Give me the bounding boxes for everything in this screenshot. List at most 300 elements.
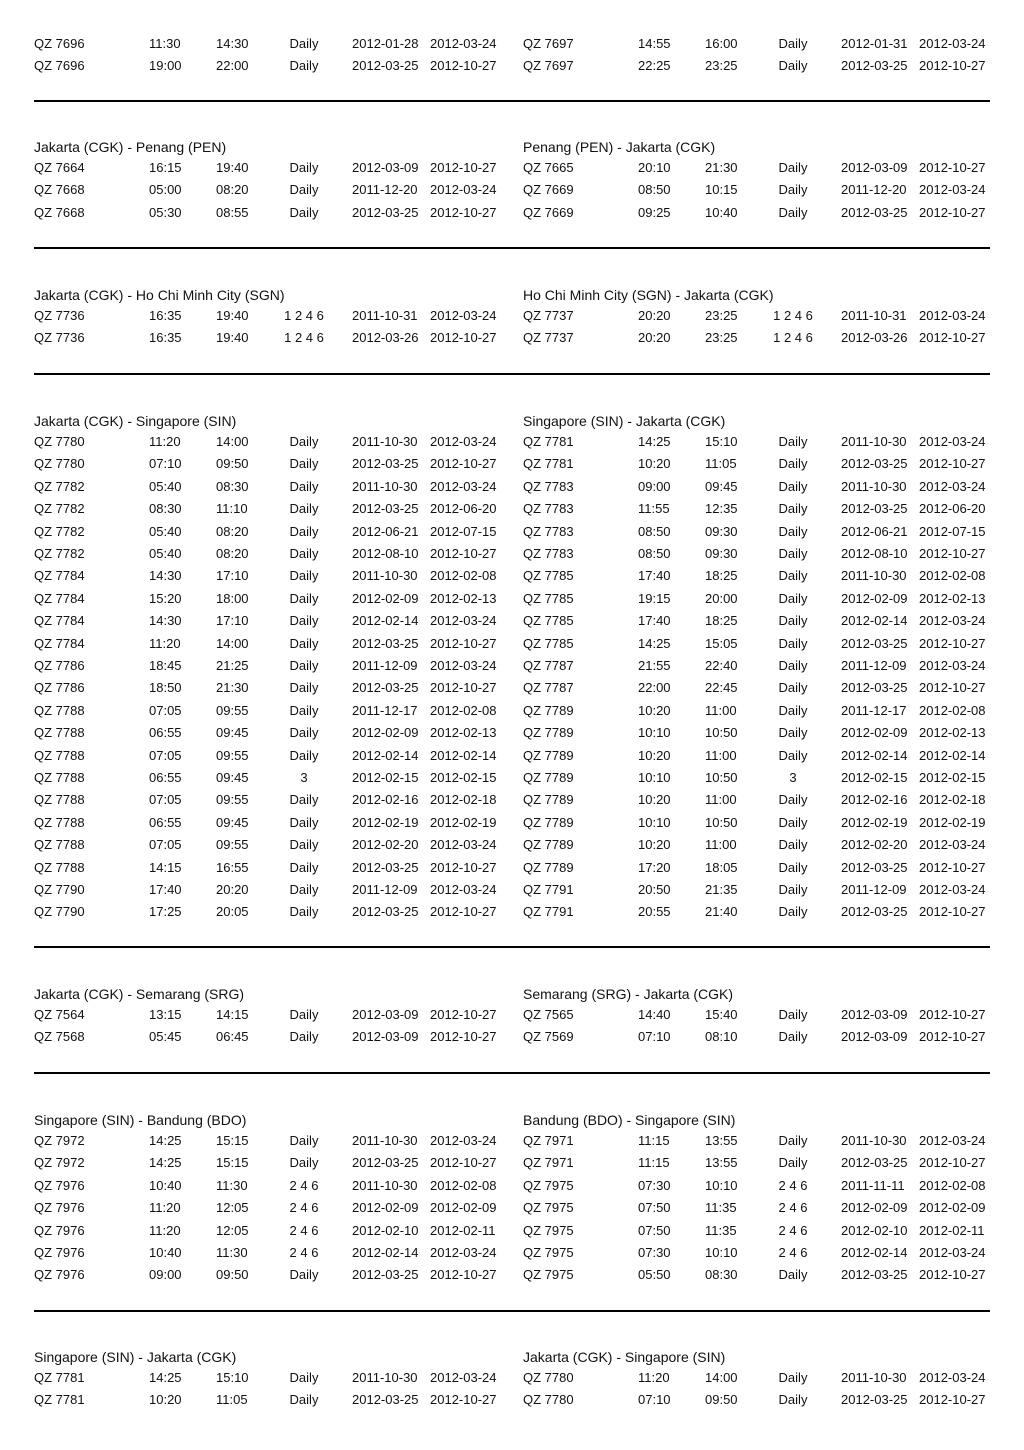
flight-row <box>523 1133 993 1155</box>
valid-from-cell: 2012-03-09 <box>841 1007 908 1022</box>
flight-row <box>523 1200 993 1222</box>
departure-cell: 17:40 <box>638 613 671 629</box>
flight-row <box>523 860 993 882</box>
flight-cell: QZ 7781 <box>34 1370 85 1385</box>
arrival-cell: 12:05 <box>216 1222 249 1238</box>
valid-from-cell: 2012-03-09 <box>352 1029 419 1045</box>
flight-row <box>523 160 993 182</box>
departure-cell: 06:55 <box>149 770 182 785</box>
days-cell: 2 4 6 <box>289 1177 319 1193</box>
flight-row <box>34 456 504 478</box>
arrival-cell: 11:35 <box>705 1200 737 1216</box>
flight-cell: QZ 7783 <box>523 478 574 494</box>
flight-row <box>523 456 993 478</box>
valid-to-cell: 2012-06-20 <box>919 501 986 517</box>
flight-cell: QZ 7784 <box>34 590 85 606</box>
valid-to-cell: 2012-03-24 <box>430 837 497 853</box>
days-cell: 2 4 6 <box>778 1245 808 1260</box>
departure-cell: 11:20 <box>638 1370 670 1385</box>
flight-cell: QZ 7789 <box>523 792 574 808</box>
days-cell: Daily <box>778 501 808 517</box>
valid-to-cell: 2012-03-24 <box>430 308 497 323</box>
departure-cell: 09:25 <box>638 204 671 220</box>
arrival-cell: 12:05 <box>216 1200 249 1216</box>
valid-to-cell: 2012-10-27 <box>430 1392 497 1408</box>
flight-row <box>34 1029 504 1051</box>
departure-cell: 10:40 <box>149 1245 182 1260</box>
flight-cell: QZ 7782 <box>34 546 85 561</box>
arrival-cell: 19:40 <box>216 160 249 175</box>
flight-row <box>523 501 993 523</box>
flight-row <box>523 904 993 926</box>
route-heading: Semarang (SRG) - Jakarta (CGK) <box>523 986 734 1002</box>
section-divider <box>34 100 990 102</box>
valid-from-cell: 2012-02-16 <box>841 792 908 808</box>
arrival-cell: 09:50 <box>216 1267 249 1283</box>
flight-cell: QZ 7790 <box>34 904 85 920</box>
flight-cell: QZ 7782 <box>34 478 85 494</box>
valid-from-cell: 2012-01-31 <box>841 36 908 51</box>
valid-from-cell: 2011-10-30 <box>352 568 418 584</box>
valid-from-cell: 2012-03-25 <box>352 204 419 220</box>
valid-to-cell: 2012-03-24 <box>919 308 986 323</box>
days-cell: Daily <box>289 182 319 198</box>
arrival-cell: 20:00 <box>705 590 738 606</box>
flight-cell: QZ 7785 <box>523 635 574 651</box>
days-cell: Daily <box>289 590 319 606</box>
route-heading: Ho Chi Minh City (SGN) - Jakarta (CGK) <box>523 287 774 303</box>
valid-to-cell: 2012-10-27 <box>430 635 497 651</box>
flight-cell: QZ 7664 <box>34 160 85 175</box>
days-cell: Daily <box>289 747 319 763</box>
departure-cell: 05:00 <box>149 182 182 198</box>
flight-cell: QZ 7783 <box>523 523 574 539</box>
route-heading: Jakarta (CGK) - Penang (PEN) <box>34 139 227 155</box>
flight-cell: QZ 7781 <box>523 434 574 449</box>
arrival-cell: 15:15 <box>216 1133 249 1148</box>
flight-cell: QZ 7788 <box>34 814 85 830</box>
days-cell: Daily <box>778 160 808 175</box>
days-cell: 3 <box>300 770 308 785</box>
flight-cell: QZ 7737 <box>523 330 574 346</box>
flight-cell: QZ 7737 <box>523 308 574 323</box>
valid-from-cell: 2012-03-26 <box>352 330 419 346</box>
arrival-cell: 09:45 <box>216 725 249 741</box>
valid-to-cell: 2012-10-27 <box>919 160 986 175</box>
departure-cell: 20:20 <box>638 308 671 323</box>
flight-row <box>523 770 993 792</box>
valid-to-cell: 2012-10-27 <box>919 58 986 74</box>
flight-cell: QZ 7789 <box>523 747 574 763</box>
valid-from-cell: 2012-02-20 <box>841 837 908 853</box>
days-cell: Daily <box>778 747 808 763</box>
departure-cell: 08:30 <box>149 501 182 517</box>
flight-row <box>523 1370 993 1392</box>
departure-cell: 09:00 <box>149 1267 182 1283</box>
valid-from-cell: 2011-10-30 <box>841 568 907 584</box>
flight-row <box>34 1392 504 1414</box>
valid-from-cell: 2012-03-09 <box>841 1029 908 1045</box>
days-cell: Daily <box>778 814 808 830</box>
departure-cell: 14:55 <box>638 36 671 51</box>
flight-row <box>34 725 504 747</box>
arrival-cell: 08:20 <box>216 546 249 561</box>
flight-row <box>34 1178 504 1200</box>
valid-to-cell: 2012-07-15 <box>919 523 986 539</box>
days-cell: Daily <box>289 613 319 629</box>
valid-to-cell: 2012-03-24 <box>919 882 986 897</box>
flight-cell: QZ 7788 <box>34 859 85 875</box>
flight-cell: QZ 7972 <box>34 1155 85 1171</box>
flight-row <box>34 904 504 926</box>
arrival-cell: 13:55 <box>705 1133 738 1148</box>
valid-to-cell: 2012-10-27 <box>430 546 497 561</box>
days-cell: 1 2 4 6 <box>284 308 324 323</box>
flight-row <box>34 479 504 501</box>
valid-to-cell: 2012-10-27 <box>430 204 497 220</box>
departure-cell: 17:40 <box>638 568 671 584</box>
valid-from-cell: 2012-02-16 <box>352 792 419 808</box>
valid-from-cell: 2012-02-19 <box>352 814 419 830</box>
valid-from-cell: 2012-02-14 <box>352 747 419 763</box>
valid-to-cell: 2012-02-13 <box>430 590 497 606</box>
valid-from-cell: 2012-02-09 <box>841 1200 908 1216</box>
flight-row <box>523 748 993 770</box>
valid-to-cell: 2012-03-24 <box>919 478 986 494</box>
days-cell: 2 4 6 <box>778 1200 808 1216</box>
valid-from-cell: 2012-03-25 <box>841 1392 908 1408</box>
days-cell: Daily <box>778 546 808 561</box>
flight-row <box>34 1267 504 1289</box>
flight-cell: QZ 7789 <box>523 702 574 718</box>
departure-cell: 05:45 <box>149 1029 182 1045</box>
flight-cell: QZ 7975 <box>523 1222 574 1238</box>
days-cell: Daily <box>778 859 808 875</box>
route-heading: Jakarta (CGK) - Singapore (SIN) <box>523 1349 726 1365</box>
departure-cell: 14:25 <box>638 635 671 651</box>
flight-row <box>523 36 993 58</box>
departure-cell: 07:05 <box>149 792 182 808</box>
valid-to-cell: 2012-10-27 <box>919 546 986 561</box>
arrival-cell: 16:00 <box>705 36 738 51</box>
valid-from-cell: 2012-02-09 <box>352 1200 419 1216</box>
valid-to-cell: 2012-07-15 <box>430 523 497 539</box>
departure-cell: 07:30 <box>638 1177 671 1193</box>
departure-cell: 07:05 <box>149 747 182 763</box>
valid-to-cell: 2012-03-24 <box>430 1370 497 1385</box>
valid-from-cell: 2012-03-25 <box>352 501 419 517</box>
arrival-cell: 08:20 <box>216 182 249 198</box>
arrival-cell: 20:05 <box>216 904 249 920</box>
flight-row <box>523 1245 993 1267</box>
days-cell: Daily <box>289 204 319 220</box>
flight-row <box>523 330 993 352</box>
arrival-cell: 11:00 <box>705 747 737 763</box>
arrival-cell: 14:30 <box>216 36 249 51</box>
flight-cell: QZ 7780 <box>34 434 85 449</box>
departure-cell: 10:20 <box>638 837 671 853</box>
arrival-cell: 11:30 <box>216 1245 248 1260</box>
valid-to-cell: 2012-03-24 <box>430 613 497 629</box>
flight-cell: QZ 7565 <box>523 1007 574 1022</box>
arrival-cell: 11:10 <box>216 501 248 517</box>
valid-from-cell: 2012-03-25 <box>841 204 908 220</box>
departure-cell: 10:10 <box>638 814 671 830</box>
departure-cell: 07:50 <box>638 1200 671 1216</box>
valid-to-cell: 2012-10-27 <box>919 1267 986 1283</box>
valid-from-cell: 2012-03-25 <box>352 1267 419 1283</box>
departure-cell: 05:40 <box>149 523 182 539</box>
flight-cell: QZ 7791 <box>523 904 574 920</box>
days-cell: Daily <box>289 568 319 584</box>
valid-to-cell: 2012-03-24 <box>919 837 986 853</box>
days-cell: Daily <box>289 658 319 673</box>
valid-from-cell: 2012-03-25 <box>841 1155 908 1171</box>
days-cell: Daily <box>289 501 319 517</box>
arrival-cell: 11:05 <box>216 1392 248 1408</box>
valid-to-cell: 2012-10-27 <box>919 1007 986 1022</box>
flight-row <box>34 703 504 725</box>
valid-to-cell: 2012-02-19 <box>430 814 497 830</box>
days-cell: 3 <box>789 770 797 785</box>
arrival-cell: 21:30 <box>216 680 249 696</box>
arrival-cell: 23:25 <box>705 330 738 346</box>
arrival-cell: 12:35 <box>705 501 738 517</box>
arrival-cell: 10:50 <box>705 725 738 741</box>
flight-row <box>523 591 993 613</box>
valid-to-cell: 2012-02-08 <box>919 1177 986 1193</box>
flight-cell: QZ 7786 <box>34 680 85 696</box>
flight-cell: QZ 7787 <box>523 658 574 673</box>
valid-from-cell: 2012-03-25 <box>841 1267 908 1283</box>
flight-cell: QZ 7788 <box>34 747 85 763</box>
flight-row <box>34 680 504 702</box>
flight-row <box>523 182 993 204</box>
days-cell: Daily <box>289 702 319 718</box>
flight-cell: QZ 7736 <box>34 330 85 346</box>
arrival-cell: 18:00 <box>216 590 249 606</box>
valid-to-cell: 2012-03-24 <box>919 434 986 449</box>
valid-to-cell: 2012-03-24 <box>430 434 497 449</box>
departure-cell: 14:25 <box>149 1370 182 1385</box>
departure-cell: 21:55 <box>638 658 671 673</box>
flight-row <box>523 837 993 859</box>
valid-to-cell: 2012-02-14 <box>430 747 497 763</box>
flight-cell: QZ 7665 <box>523 160 574 175</box>
valid-to-cell: 2012-02-08 <box>430 702 497 718</box>
departure-cell: 22:25 <box>638 58 671 74</box>
arrival-cell: 10:40 <box>705 204 738 220</box>
arrival-cell: 10:10 <box>705 1177 738 1193</box>
flight-cell: QZ 7780 <box>523 1370 574 1385</box>
valid-from-cell: 2012-03-25 <box>841 859 908 875</box>
route-heading: Penang (PEN) - Jakarta (CGK) <box>523 139 716 155</box>
flight-row <box>34 591 504 613</box>
flight-row <box>34 160 504 182</box>
days-cell: Daily <box>778 1133 808 1148</box>
valid-from-cell: 2011-10-30 <box>352 1370 418 1385</box>
arrival-cell: 21:30 <box>705 160 738 175</box>
departure-cell: 19:15 <box>638 590 671 606</box>
arrival-cell: 15:05 <box>705 635 738 651</box>
arrival-cell: 09:30 <box>705 546 738 561</box>
flight-row <box>523 1392 993 1414</box>
flight-row <box>34 330 504 352</box>
days-cell: Daily <box>289 1267 319 1283</box>
valid-from-cell: 2012-03-25 <box>841 635 908 651</box>
valid-to-cell: 2012-02-09 <box>430 1200 497 1216</box>
flight-cell: QZ 7976 <box>34 1222 85 1238</box>
days-cell: Daily <box>289 792 319 808</box>
flight-cell: QZ 7781 <box>34 1392 85 1408</box>
days-cell: Daily <box>289 837 319 853</box>
flight-cell: QZ 7780 <box>34 456 85 472</box>
valid-to-cell: 2012-02-08 <box>430 568 497 584</box>
flight-row <box>34 815 504 837</box>
valid-from-cell: 2012-02-09 <box>352 590 419 606</box>
flight-cell: QZ 7975 <box>523 1177 574 1193</box>
valid-from-cell: 2012-03-25 <box>841 904 908 920</box>
route-heading: Singapore (SIN) - Jakarta (CGK) <box>523 413 726 429</box>
arrival-cell: 22:40 <box>705 658 738 673</box>
valid-from-cell: 2012-03-09 <box>352 1007 419 1022</box>
days-cell: Daily <box>289 1029 319 1045</box>
arrival-cell: 16:55 <box>216 859 249 875</box>
flight-cell: QZ 7780 <box>523 1392 574 1408</box>
valid-from-cell: 2011-10-30 <box>352 434 418 449</box>
flight-cell: QZ 7784 <box>34 613 85 629</box>
departure-cell: 08:50 <box>638 546 671 561</box>
arrival-cell: 09:45 <box>216 814 249 830</box>
days-cell: Daily <box>289 58 319 74</box>
arrival-cell: 09:55 <box>216 792 249 808</box>
arrival-cell: 13:55 <box>705 1155 738 1171</box>
departure-cell: 11:15 <box>638 1133 670 1148</box>
flight-row <box>34 860 504 882</box>
flight-row <box>523 1178 993 1200</box>
days-cell: Daily <box>778 702 808 718</box>
days-cell: Daily <box>778 590 808 606</box>
days-cell: Daily <box>778 1155 808 1171</box>
flight-row <box>523 1029 993 1051</box>
flight-row <box>34 792 504 814</box>
days-cell: Daily <box>778 882 808 897</box>
arrival-cell: 19:40 <box>216 330 249 346</box>
arrival-cell: 23:25 <box>705 308 738 323</box>
flight-cell: QZ 7789 <box>523 725 574 741</box>
arrival-cell: 18:25 <box>705 568 738 584</box>
departure-cell: 11:20 <box>149 1200 181 1216</box>
flight-cell: QZ 7785 <box>523 613 574 629</box>
arrival-cell: 20:20 <box>216 882 249 897</box>
section-divider <box>34 946 990 948</box>
arrival-cell: 08:30 <box>705 1267 738 1283</box>
valid-to-cell: 2012-10-27 <box>919 859 986 875</box>
days-cell: Daily <box>289 1133 319 1148</box>
arrival-cell: 08:55 <box>216 204 249 220</box>
departure-cell: 14:15 <box>149 859 182 875</box>
flight-row <box>34 182 504 204</box>
flight-cell: QZ 7786 <box>34 658 85 673</box>
departure-cell: 10:20 <box>149 1392 182 1408</box>
days-cell: Daily <box>778 613 808 629</box>
valid-from-cell: 2012-03-25 <box>352 904 419 920</box>
valid-from-cell: 2011-10-30 <box>841 1133 907 1148</box>
valid-from-cell: 2011-11-11 <box>841 1177 905 1193</box>
departure-cell: 13:15 <box>149 1007 182 1022</box>
days-cell: 1 2 4 6 <box>773 330 813 346</box>
flight-cell: QZ 7976 <box>34 1177 85 1193</box>
arrival-cell: 17:10 <box>216 568 249 584</box>
flight-row <box>34 568 504 590</box>
flight-cell: QZ 7785 <box>523 590 574 606</box>
arrival-cell: 11:30 <box>216 1177 248 1193</box>
departure-cell: 05:30 <box>149 204 182 220</box>
flight-cell: QZ 7787 <box>523 680 574 696</box>
departure-cell: 05:40 <box>149 546 182 561</box>
flight-cell: QZ 7696 <box>34 36 85 51</box>
arrival-cell: 11:00 <box>705 792 737 808</box>
days-cell: Daily <box>289 546 319 561</box>
flight-cell: QZ 7568 <box>34 1029 85 1045</box>
flight-cell: QZ 7736 <box>34 308 85 323</box>
valid-from-cell: 2011-12-09 <box>352 882 418 897</box>
flight-cell: QZ 7784 <box>34 568 85 584</box>
valid-to-cell: 2012-06-20 <box>430 501 497 517</box>
valid-to-cell: 2012-02-13 <box>430 725 497 741</box>
flight-row <box>523 205 993 227</box>
flight-cell: QZ 7975 <box>523 1245 574 1260</box>
flight-row <box>523 703 993 725</box>
valid-to-cell: 2012-03-24 <box>919 1370 986 1385</box>
arrival-cell: 09:45 <box>705 478 738 494</box>
arrival-cell: 22:00 <box>216 58 249 74</box>
valid-from-cell: 2012-02-19 <box>841 814 908 830</box>
valid-from-cell: 2011-10-30 <box>841 434 907 449</box>
valid-to-cell: 2012-10-27 <box>919 1029 986 1045</box>
arrival-cell: 11:35 <box>705 1222 737 1238</box>
valid-to-cell: 2012-02-15 <box>919 770 986 785</box>
departure-cell: 17:25 <box>149 904 182 920</box>
valid-to-cell: 2012-10-27 <box>430 330 497 346</box>
flight-row <box>34 613 504 635</box>
flight-row <box>34 1007 504 1029</box>
flight-cell: QZ 7783 <box>523 501 574 517</box>
valid-from-cell: 2012-02-20 <box>352 837 419 853</box>
arrival-cell: 10:50 <box>705 770 738 785</box>
flight-row <box>523 658 993 680</box>
valid-from-cell: 2012-03-25 <box>352 1392 419 1408</box>
valid-from-cell: 2011-12-09 <box>841 882 907 897</box>
days-cell: Daily <box>778 680 808 696</box>
departure-cell: 05:40 <box>149 478 182 494</box>
valid-from-cell: 2012-03-25 <box>841 680 908 696</box>
arrival-cell: 19:40 <box>216 308 249 323</box>
departure-cell: 11:15 <box>638 1155 670 1171</box>
flight-row <box>34 882 504 904</box>
flight-row <box>34 308 504 330</box>
valid-from-cell: 2012-02-14 <box>841 613 908 629</box>
valid-to-cell: 2012-02-19 <box>919 814 986 830</box>
flight-row <box>34 501 504 523</box>
valid-to-cell: 2012-03-24 <box>430 882 497 897</box>
departure-cell: 08:50 <box>638 182 671 198</box>
flight-row <box>34 524 504 546</box>
flight-cell: QZ 7789 <box>523 859 574 875</box>
valid-from-cell: 2012-02-09 <box>352 725 419 741</box>
arrival-cell: 14:00 <box>216 434 249 449</box>
days-cell: Daily <box>289 434 319 449</box>
